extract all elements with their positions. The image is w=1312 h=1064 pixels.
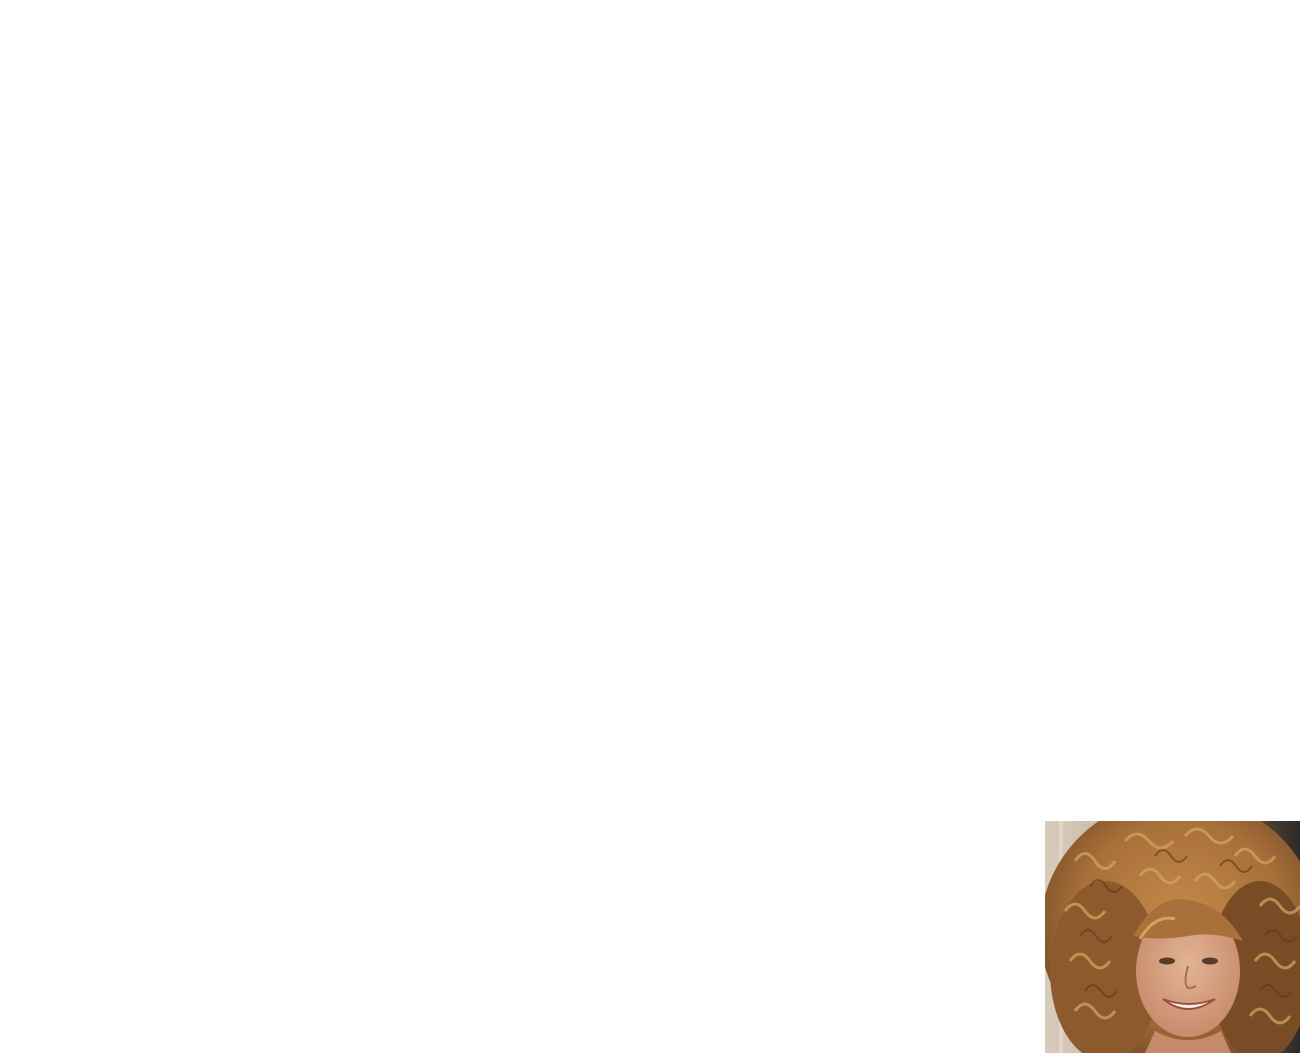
profile-photo[interactable] (1045, 821, 1300, 1053)
avatar-photo-icon (1045, 821, 1300, 1053)
